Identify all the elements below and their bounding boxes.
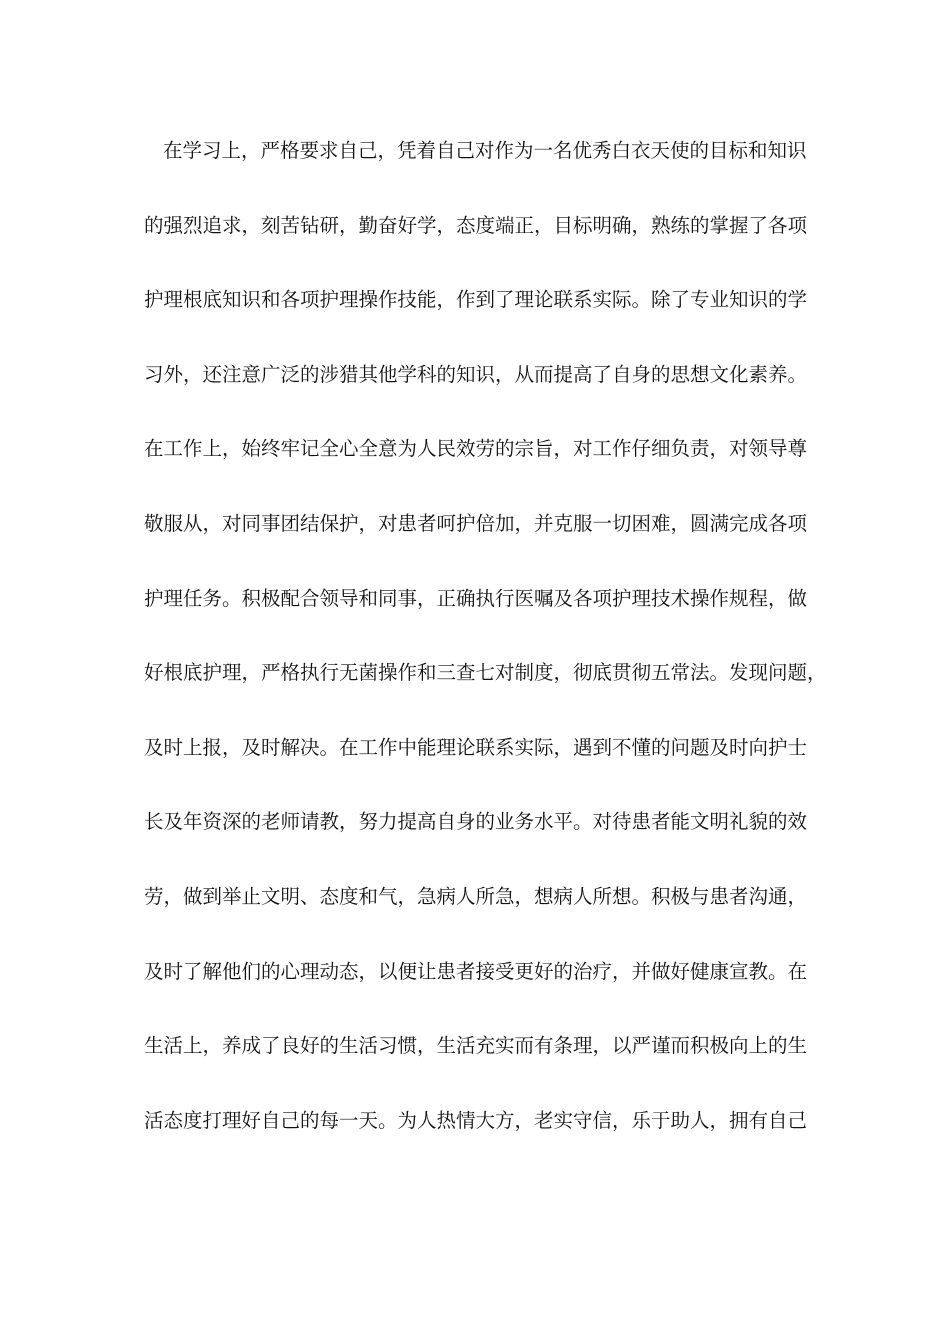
text-line-1: 在学习上，严格要求自己，凭着自己对作为一名优秀白衣天使的目标和知识 [163,139,807,162]
text-line-2: 的强烈追求，刻苦钻研，勤奋好学，态度端正，目标明确，熟练的掌握了各项 [144,213,808,237]
text-line-14: 活态度打理好自己的每一天。为人热情大方，老实守信，乐于助人，拥有自己 [144,1108,808,1132]
text-line-6: 敬服从，对同事团结保护，对患者呵护倍加，并克服一切困难，圆满完成各项 [144,511,808,535]
text-line-11: 劳，做到举止文明、态度和气，急病人所急，想病人所想。积极与患者沟通， [144,884,808,908]
text-line-13: 生活上，养成了良好的生活习惯，生活充实而有条理，以严谨而积极向上的生 [144,1034,808,1058]
text-line-8: 好根底护理，严格执行无菌操作和三查七对制度，彻底贯彻五常法。发现问题， [144,661,827,685]
text-line-7: 护理任务。积极配合领导和同事，正确执行医嘱及各项护理技术操作规程，做 [144,586,808,610]
text-line-5: 在工作上，始终牢记全心全意为人民效劳的宗旨，对工作仔细负责，对领导尊 [144,437,808,461]
text-line-9: 及时上报，及时解决。在工作中能理论联系实际，遇到不懂的问题及时向护士 [144,735,808,759]
body-text [144,132,827,1176]
text-line-10: 长及年资深的老师请教，努力提高自身的业务水平。对待患者能文明礼貌的效 [144,810,808,834]
text-line-3: 护理根底知识和各项护理操作技能，作到了理论联系实际。除了专业知识的学 [144,288,808,312]
text-line-4: 习外，还注意广泛的涉猎其他学科的知识，从而提高了自身的思想文化素养。 [144,362,808,386]
text-line-12: 及时了解他们的心理动态，以便让患者接受更好的治疗，并做好健康宣教。在 [144,959,808,983]
